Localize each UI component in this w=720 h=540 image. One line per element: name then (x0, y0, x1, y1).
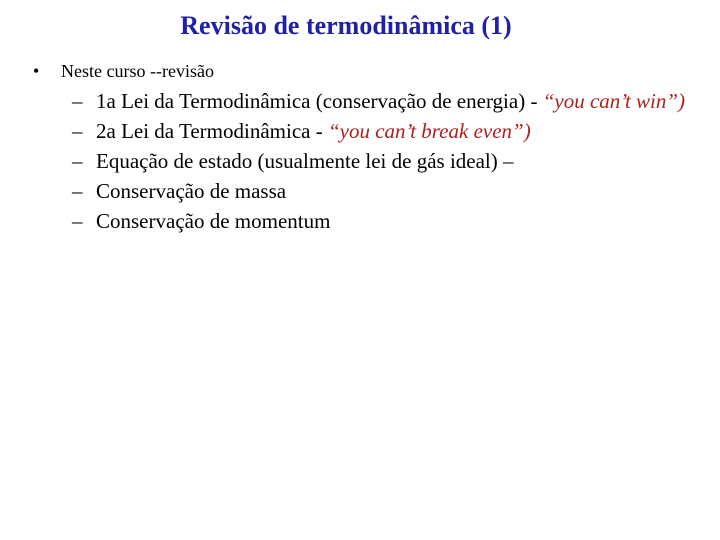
dash-marker: – (72, 209, 83, 233)
sub-item-text: 2a Lei da Termodinâmica - (96, 119, 328, 143)
bullet-text: Neste curso --revisão (61, 61, 214, 81)
quote-text: “you can’t win”) (542, 89, 686, 113)
sub-item-first-law (72, 88, 702, 114)
sub-item-text: 1a Lei da Termodinâmica (conservação de energia) - (96, 89, 543, 113)
dash-marker: – (72, 179, 83, 203)
quote-text: “you can’t break even”) (327, 119, 531, 143)
sub-item-text: Conservação de massa (96, 179, 287, 203)
sub-item-text: Conservação de momentum (96, 209, 331, 233)
sub-bullet-list (72, 88, 702, 238)
slide-title: Revisão de termodinâmica (1) (180, 11, 512, 40)
sub-item-second-law (72, 118, 702, 144)
bullet-marker: • (33, 61, 40, 81)
dash-marker: – (72, 149, 83, 173)
bullet-item (33, 59, 214, 83)
dash-marker: – (72, 89, 83, 113)
sub-item-state-equation (72, 148, 702, 174)
sub-item-mass-conservation (72, 178, 702, 204)
sub-item-momentum-conservation (72, 208, 702, 234)
dash-marker: – (72, 119, 83, 143)
sub-item-text: Equação de estado (usualmente lei de gás ideal) – (96, 149, 514, 173)
